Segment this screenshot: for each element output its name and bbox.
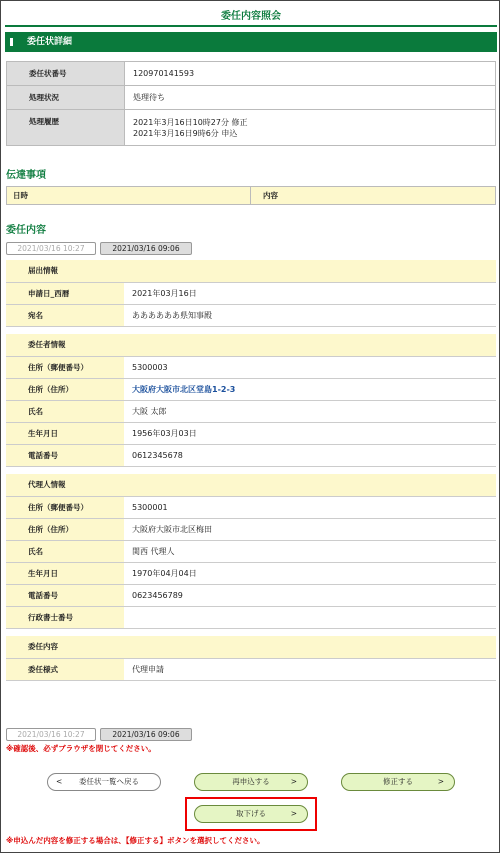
group-gap — [6, 326, 496, 334]
detail-value: 120970141593 — [125, 62, 496, 86]
chevron-right-icon: > — [437, 777, 444, 786]
table-row: 生年月日 1956年03月03日 — [6, 422, 496, 444]
table-row: 生年月日 1970年04月04日 — [6, 562, 496, 584]
detail-value: 処理待ち — [125, 86, 496, 110]
reapply-button[interactable] — [194, 773, 308, 791]
group-header-notification: 届出情報 — [6, 260, 496, 282]
chevron-right-icon: > — [290, 809, 297, 818]
communication-heading: 伝達事項 — [6, 170, 46, 181]
table-row: 住所（郵便番号） 5300003 — [6, 356, 496, 378]
withdraw-button[interactable] — [194, 805, 308, 823]
group-header-delegation: 委任内容 — [6, 636, 496, 658]
modify-button[interactable] — [341, 773, 455, 791]
history-line: 2021年3月16日10時27分 修正 — [133, 117, 248, 127]
delegation-heading: 委任内容 — [6, 225, 46, 236]
table-row: 住所（住所） 大阪府大阪市北区梅田 — [6, 518, 496, 540]
delegation-table — [6, 260, 496, 681]
history-line: 2021年3月16日9時6分 申込 — [133, 128, 238, 138]
table-row: 電話番号 0623456789 — [6, 584, 496, 606]
detail-value — [125, 110, 496, 146]
browser-close-warning: ※確認後、必ずブラウザを閉じてください。 — [6, 744, 156, 753]
detail-label: 処理状況 — [7, 86, 125, 110]
detail-label: 委任状番号 — [7, 62, 125, 86]
detail-row-number — [7, 62, 496, 86]
address-link[interactable]: 大阪府大阪市北区堂島1-2-3 — [124, 378, 496, 400]
table-row: 委任様式 代理申請 — [6, 658, 496, 680]
table-row: 宛名 ああああああ県知事殿 — [6, 304, 496, 326]
table-row: 住所（郵便番号） 5300001 — [6, 496, 496, 518]
back-button-label: 委任状一覧へ戻る — [79, 777, 139, 786]
table-row: 氏名 関西 代理人 — [6, 540, 496, 562]
detail-row-status — [7, 86, 496, 110]
detail-section-header: 委任状詳細 — [5, 32, 497, 52]
back-to-list-button[interactable] — [47, 773, 161, 791]
group-gap — [6, 466, 496, 474]
group-header-principal: 委任者情報 — [6, 334, 496, 356]
title-rule — [5, 25, 497, 27]
table-row: 行政書士番号 — [6, 606, 496, 628]
modify-button-label: 修正する — [383, 777, 413, 786]
version-tab-previous-bottom[interactable]: 2021/03/16 09:06 — [100, 728, 192, 741]
communication-col-content: 内容 — [263, 191, 278, 200]
detail-row-history — [7, 110, 496, 146]
version-tab-latest-bottom[interactable]: 2021/03/16 10:27 — [6, 728, 96, 741]
group-gap — [6, 628, 496, 636]
reapply-button-label: 再申込する — [232, 777, 270, 786]
detail-table — [6, 61, 496, 146]
modify-instruction-warning: ※申込んだ内容を修正する場合は、【修正する】ボタンを選択してください。 — [6, 836, 265, 845]
chevron-right-icon: > — [290, 777, 297, 786]
table-row: 電話番号 0612345678 — [6, 444, 496, 466]
communication-col-datetime: 日時 — [7, 187, 251, 204]
table-row: 住所（住所） 大阪府大阪市北区堂島1-2-3 — [6, 378, 496, 400]
communication-table-header — [6, 186, 496, 205]
table-row: 申請日_西暦 2021年03月16日 — [6, 282, 496, 304]
version-tab-latest[interactable]: 2021/03/16 10:27 — [6, 242, 96, 255]
page-title: 委任内容照会 — [221, 11, 281, 22]
version-tab-previous[interactable]: 2021/03/16 09:06 — [100, 242, 192, 255]
chevron-left-icon: < — [56, 777, 63, 786]
table-row: 氏名 大阪 太郎 — [6, 400, 496, 422]
withdraw-button-label: 取下げる — [236, 809, 266, 818]
detail-label: 処理履歴 — [7, 110, 125, 146]
group-header-agent: 代理人情報 — [6, 474, 496, 496]
